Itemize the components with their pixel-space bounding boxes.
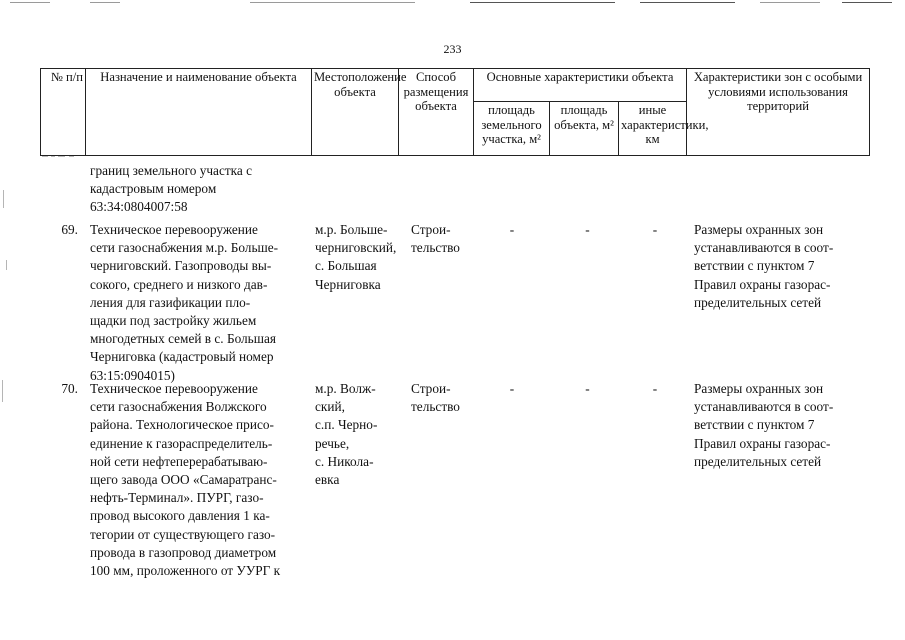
row-location	[315, 380, 399, 489]
text-line: тельство	[411, 399, 460, 415]
row-number: 70.	[61, 381, 78, 396]
page-number: 233	[443, 42, 462, 56]
text-line: ветствии с пунктом 7	[694, 258, 815, 274]
text-line: 100 мм, проложенного от УУРГ к	[90, 563, 281, 579]
text-line: нефть-Терминал». ПУРГ, газо-	[90, 490, 264, 506]
text-line: единение к газораспределитель-	[90, 435, 273, 451]
text-line: ной сети нефтеперерабатываю-	[90, 453, 268, 469]
text-line: ский,	[315, 399, 345, 415]
text-line: сокого, среднего и низкого дав-	[90, 276, 268, 292]
row-area-object: -	[585, 222, 590, 237]
header-main-characteristics: Основные характеристики объекта	[474, 69, 687, 102]
text-line: кадастровым номером	[90, 181, 217, 197]
text-line: черниговский. Газопроводы вы-	[90, 258, 272, 274]
text-line: Правил охраны газорас-	[694, 276, 831, 292]
row-area-land: -	[509, 381, 515, 396]
text-line: многодетных семей в с. Большая	[90, 331, 277, 347]
header-zones: Характеристики зон с особыми условиями использования территорий	[687, 69, 870, 156]
text-line: района. Технологическое присо-	[90, 417, 274, 433]
header-num: № п/п	[41, 69, 86, 156]
text-line: Строи-	[411, 222, 451, 237]
header-area-land: площадь земельного участка, м²	[474, 102, 550, 156]
header-location: Местоположение объекта	[312, 69, 399, 156]
text-line: щадки под застройку жильем	[90, 313, 257, 329]
text-line: пределительных сетей	[694, 294, 822, 310]
continued-name	[90, 162, 306, 217]
text-line: 63:15:0904015)	[90, 367, 175, 383]
row-name	[90, 221, 306, 385]
row-other: -	[652, 222, 658, 237]
text-line: Размеры охранных зон	[694, 381, 824, 396]
row-location	[315, 221, 399, 294]
table-header	[40, 68, 870, 156]
text-line: ветствии с пунктом 7	[694, 417, 815, 433]
text-line: с. Большая	[315, 258, 377, 274]
row-method	[411, 380, 481, 416]
text-line: ления для газификации пло-	[90, 294, 251, 310]
row-method	[411, 221, 481, 257]
scan-speck	[42, 152, 80, 160]
header-name: Назначение и наименование объекта	[86, 69, 312, 156]
text-line: евка	[315, 472, 340, 488]
text-line: с.п. Черно-	[315, 417, 378, 433]
text-line: провод высокого давления 1 ка-	[90, 508, 270, 524]
text-line: Черниговка	[315, 276, 381, 292]
text-line: границ земельного участка с	[90, 163, 253, 178]
row-zones	[694, 221, 864, 312]
text-line: Правил охраны газорас-	[694, 435, 831, 451]
row-area-land: -	[509, 222, 515, 237]
text-line: Строи-	[411, 381, 451, 396]
text-line: сети газоснабжения Волжского	[90, 399, 267, 415]
text-line: Черниговка (кадастровый номер	[90, 349, 274, 365]
text-line: устанавливаются в соот-	[694, 399, 834, 415]
text-line: щего завода ООО «Самаратранс-	[90, 472, 277, 488]
text-line: провода в газопровод диаметром	[90, 544, 277, 560]
row-other: -	[652, 381, 658, 396]
text-line: м.р. Больше-	[315, 222, 388, 237]
text-line: 63:34:0804007:58	[90, 199, 188, 215]
text-line: пределительных сетей	[694, 453, 822, 469]
text-line: сети газоснабжения м.р. Больше-	[90, 240, 279, 256]
text-line: тегории от существующего газо-	[90, 526, 276, 542]
row-area-object: -	[585, 381, 590, 396]
text-line: Размеры охранных зон	[694, 222, 824, 237]
row-zones	[694, 380, 864, 471]
header-method: Способ размещения объекта	[399, 69, 474, 156]
text-line: тельство	[411, 240, 460, 256]
text-line: Техническое перевооружение	[90, 381, 258, 396]
header-other: иные характеристики, км	[619, 102, 687, 156]
text-line: с. Никола-	[315, 453, 374, 469]
scan-edge-top	[0, 0, 905, 7]
text-line: м.р. Волж-	[315, 381, 376, 396]
row-number: 69.	[61, 222, 78, 237]
text-line: речье,	[315, 435, 350, 451]
text-line: Техническое перевооружение	[90, 222, 258, 237]
scan-edge-left	[0, 170, 12, 590]
header-area-object: площадь объекта, м²	[550, 102, 619, 156]
text-line: черниговский,	[315, 240, 397, 256]
row-name	[90, 380, 306, 580]
text-line: устанавливаются в соот-	[694, 240, 834, 256]
